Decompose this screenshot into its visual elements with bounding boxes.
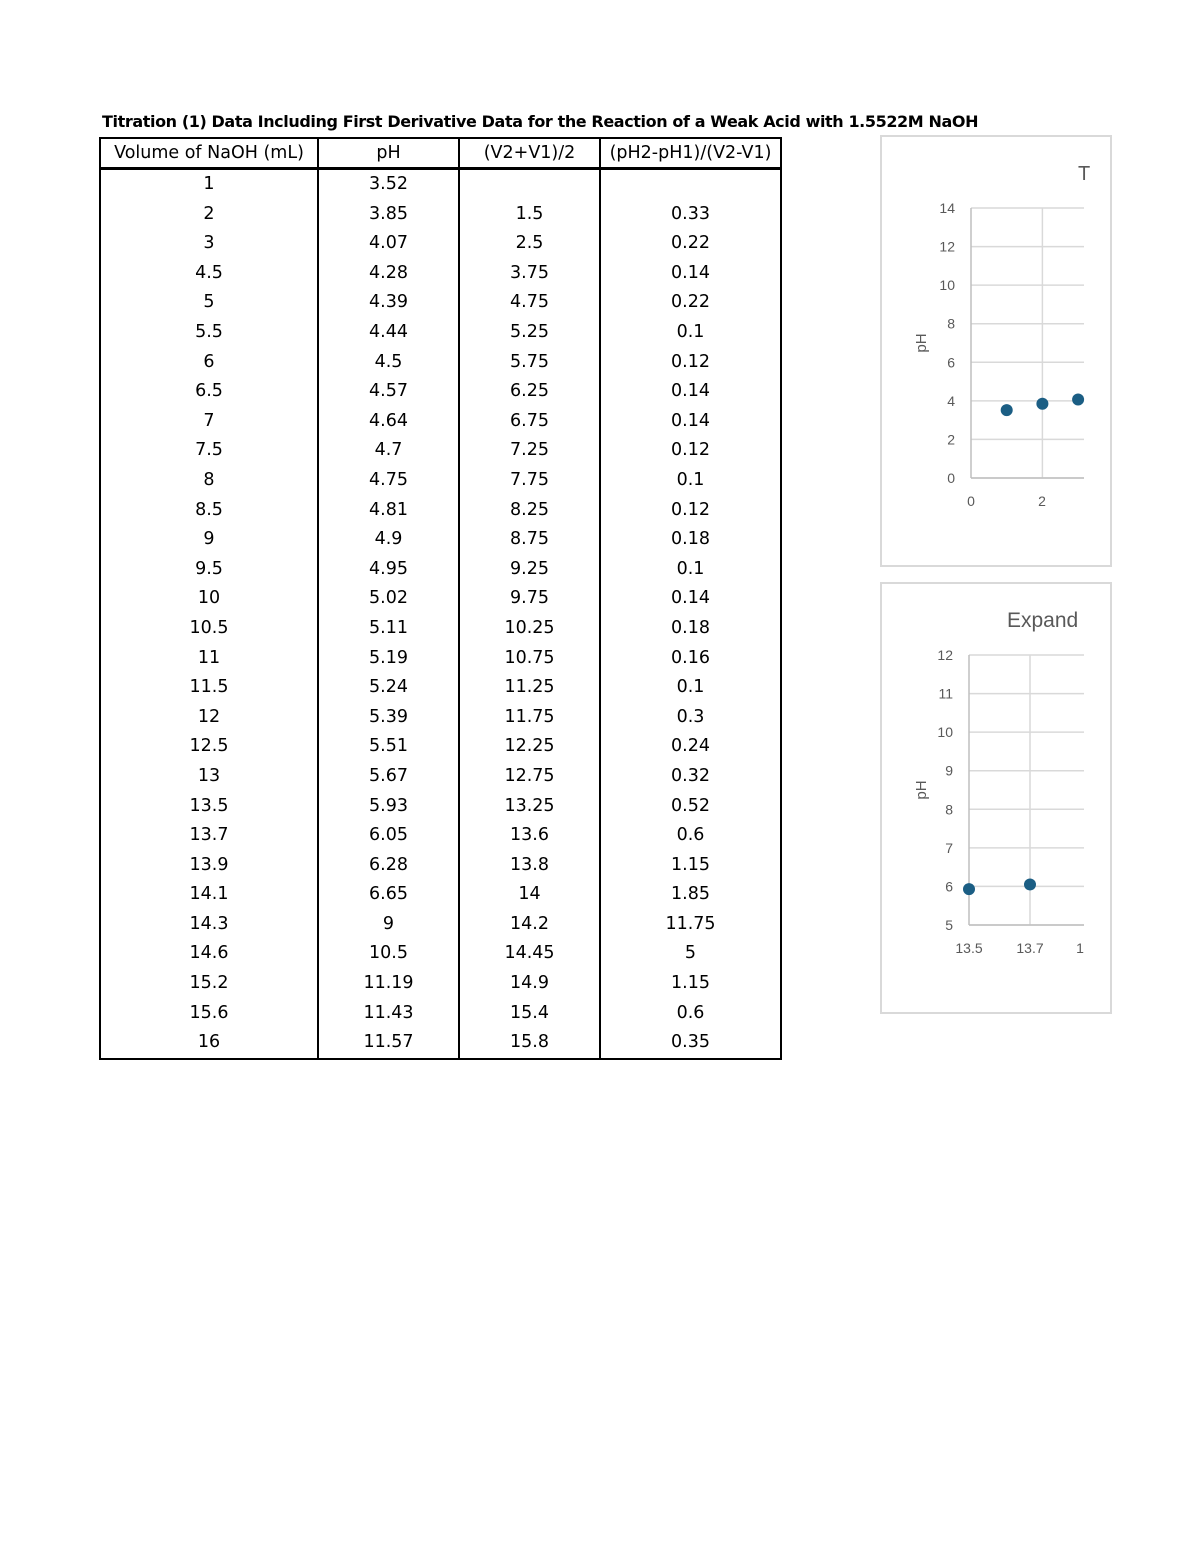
x-tick-label: 2 — [1038, 493, 1046, 509]
table-cell: 0.24 — [600, 732, 781, 762]
table-cell: 9 — [100, 525, 318, 555]
table-cell: 4.5 — [318, 348, 459, 378]
table-cell: 14.2 — [459, 910, 600, 940]
table-cell: 11.19 — [318, 969, 459, 999]
header-ph: pH — [318, 138, 459, 169]
x-tick-label: 0 — [967, 493, 975, 509]
y-tick-label: 10 — [939, 277, 955, 294]
header-avg-volume: (V2+V1)/2 — [459, 138, 600, 169]
table-cell: 5.25 — [459, 318, 600, 348]
data-point — [1024, 879, 1036, 891]
table-cell: 9.75 — [459, 584, 600, 614]
table-cell: 0.22 — [600, 229, 781, 259]
table-cell: 13.6 — [459, 821, 600, 851]
table-cell: 0.16 — [600, 644, 781, 674]
y-tick-label: 11 — [938, 685, 953, 702]
x-tick-label: 13.7 — [1016, 940, 1044, 956]
table-cell: 4.39 — [318, 288, 459, 318]
x-tick-label: 1 — [1076, 940, 1084, 956]
table-row — [100, 407, 781, 437]
table-row — [100, 703, 781, 733]
titration-curve-chart[interactable] — [880, 135, 1091, 567]
table-cell: 12.75 — [459, 762, 600, 792]
table-cell: 0.32 — [600, 762, 781, 792]
table-row — [100, 880, 781, 910]
table-cell: 12 — [100, 703, 318, 733]
table-row — [100, 851, 781, 881]
table-cell: 11 — [100, 644, 318, 674]
table-cell: 0.14 — [600, 584, 781, 614]
table-cell: 15.8 — [459, 1028, 600, 1059]
table-cell: 8.75 — [459, 525, 600, 555]
table-cell: 5.02 — [318, 584, 459, 614]
table-cell: 9.5 — [100, 555, 318, 585]
table-cell: 7 — [100, 407, 318, 437]
expanded-chart[interactable] — [880, 582, 1084, 1014]
table-cell: 11.75 — [600, 910, 781, 940]
table-cell: 11.75 — [459, 703, 600, 733]
table-row — [100, 1028, 781, 1059]
page-title: Titration (1) Data Including First Derivative Data for the Reaction of a Weak Acid with 1.5522M NaOH — [102, 112, 979, 131]
table-cell: 13.9 — [100, 851, 318, 881]
table-row — [100, 614, 781, 644]
table-cell: 3.85 — [318, 200, 459, 230]
y-tick-label: 7 — [945, 839, 953, 856]
table-row — [100, 673, 781, 703]
table-cell: 0.52 — [600, 791, 781, 821]
table-row — [100, 910, 781, 940]
table-cell: 0.14 — [600, 377, 781, 407]
table-row — [100, 436, 781, 466]
table-cell: 1.5 — [459, 200, 600, 230]
table-cell: 8.5 — [100, 496, 318, 526]
table-cell: 14.3 — [100, 910, 318, 940]
y-axis-label: pH — [913, 780, 930, 800]
table-cell: 4.07 — [318, 229, 459, 259]
table-cell: 15.4 — [459, 999, 600, 1029]
table-cell: 1.15 — [600, 969, 781, 999]
table-cell: 11.57 — [318, 1028, 459, 1059]
table-cell: 13.25 — [459, 791, 600, 821]
table-cell: 11.25 — [459, 673, 600, 703]
table-cell: 0.1 — [600, 673, 781, 703]
table-cell: 1 — [100, 169, 318, 200]
table-cell: 5.93 — [318, 791, 459, 821]
data-point — [1001, 404, 1013, 416]
table-row — [100, 318, 781, 348]
table-cell: 0.6 — [600, 821, 781, 851]
table-cell: 6.65 — [318, 880, 459, 910]
table-cell: 5.11 — [318, 614, 459, 644]
table-cell: 5 — [600, 939, 781, 969]
table-cell: 0.18 — [600, 614, 781, 644]
table-row — [100, 732, 781, 762]
table-cell: 5 — [100, 288, 318, 318]
data-point — [1072, 394, 1084, 406]
table-cell: 11.5 — [100, 673, 318, 703]
table-row — [100, 348, 781, 378]
expanded-chart-svg — [880, 582, 1084, 1014]
y-axis-label: pH — [913, 333, 930, 353]
table-cell: 1.85 — [600, 880, 781, 910]
table-cell: 0.12 — [600, 436, 781, 466]
table-cell: 14 — [459, 880, 600, 910]
y-tick-label: 10 — [937, 724, 953, 741]
table-cell: 9 — [318, 910, 459, 940]
table-row — [100, 762, 781, 792]
table-row — [100, 791, 781, 821]
data-point — [1036, 398, 1048, 410]
table-cell: 6.25 — [459, 377, 600, 407]
table-cell: 4.44 — [318, 318, 459, 348]
table-cell: 13.7 — [100, 821, 318, 851]
table-row — [100, 496, 781, 526]
y-tick-label: 8 — [947, 315, 955, 332]
table-cell: 9.25 — [459, 555, 600, 585]
y-tick-label: 12 — [937, 647, 953, 663]
table-row — [100, 555, 781, 585]
table-row — [100, 200, 781, 230]
table-cell: 13 — [100, 762, 318, 792]
header-first-derivative: (pH2-pH1)/(V2-V1) — [600, 138, 781, 169]
table-cell: 0.12 — [600, 496, 781, 526]
table-cell: 3.52 — [318, 169, 459, 200]
table-row — [100, 525, 781, 555]
table-cell: 5.24 — [318, 673, 459, 703]
table-row — [100, 288, 781, 318]
table-row — [100, 821, 781, 851]
table-cell: 14.1 — [100, 880, 318, 910]
table-cell: 4.75 — [459, 288, 600, 318]
table-cell: 13.8 — [459, 851, 600, 881]
table-cell: 0.14 — [600, 259, 781, 289]
table-cell: 4.64 — [318, 407, 459, 437]
header-volume: Volume of NaOH (mL) — [100, 138, 318, 169]
table-cell: 10.75 — [459, 644, 600, 674]
table-cell: 6.75 — [459, 407, 600, 437]
table-cell: 15.2 — [100, 969, 318, 999]
table-cell: 5.39 — [318, 703, 459, 733]
table-cell: 6.05 — [318, 821, 459, 851]
table-row — [100, 466, 781, 496]
table-cell: 13.5 — [100, 791, 318, 821]
table-cell: 0.1 — [600, 318, 781, 348]
y-tick-label: 6 — [945, 878, 953, 895]
y-tick-label: 6 — [947, 354, 955, 371]
table-cell: 14.45 — [459, 939, 600, 969]
table-cell: 3.75 — [459, 259, 600, 289]
table-cell: 2 — [100, 200, 318, 230]
table-cell: 5.5 — [100, 318, 318, 348]
table-cell: 10.25 — [459, 614, 600, 644]
table-cell: 14.6 — [100, 939, 318, 969]
chart-title: T — [1078, 163, 1091, 185]
table-cell: 4.9 — [318, 525, 459, 555]
data-point — [963, 883, 975, 895]
titration-curve-svg — [880, 135, 1091, 567]
table-cell: 10.5 — [100, 614, 318, 644]
y-tick-label: 8 — [945, 801, 953, 818]
table-cell: 10.5 — [318, 939, 459, 969]
table-cell: 7.25 — [459, 436, 600, 466]
table-cell: 4.7 — [318, 436, 459, 466]
table-cell: 0.22 — [600, 288, 781, 318]
table-cell: 1.15 — [600, 851, 781, 881]
table-cell: 6.28 — [318, 851, 459, 881]
table-cell — [600, 169, 781, 200]
table-cell: 0.14 — [600, 407, 781, 437]
table-cell: 7.75 — [459, 466, 600, 496]
table-cell: 4.81 — [318, 496, 459, 526]
table-cell: 0.35 — [600, 1028, 781, 1059]
table-row — [100, 169, 781, 200]
x-tick-label: 13.5 — [955, 940, 983, 956]
table-cell: 15.6 — [100, 999, 318, 1029]
table-cell: 11.43 — [318, 999, 459, 1029]
table-cell: 5.67 — [318, 762, 459, 792]
table-cell: 0.6 — [600, 999, 781, 1029]
table-cell: 0.3 — [600, 703, 781, 733]
table-cell: 4.57 — [318, 377, 459, 407]
table-cell: 2.5 — [459, 229, 600, 259]
y-tick-label: 2 — [947, 431, 955, 448]
table-row — [100, 259, 781, 289]
table-cell: 3 — [100, 229, 318, 259]
table-cell: 7.5 — [100, 436, 318, 466]
y-tick-label: 14 — [939, 200, 955, 216]
table-cell: 16 — [100, 1028, 318, 1059]
table-cell: 0.18 — [600, 525, 781, 555]
table-cell: 4.28 — [318, 259, 459, 289]
table-cell: 8 — [100, 466, 318, 496]
table-cell: 5.51 — [318, 732, 459, 762]
titration-table — [99, 137, 782, 1060]
table-cell — [459, 169, 600, 200]
table-cell: 5.19 — [318, 644, 459, 674]
table-cell: 10 — [100, 584, 318, 614]
table-cell: 8.25 — [459, 496, 600, 526]
table-cell: 12.5 — [100, 732, 318, 762]
table-row — [100, 229, 781, 259]
table-row — [100, 584, 781, 614]
table-cell: 6 — [100, 348, 318, 378]
table-cell: 4.95 — [318, 555, 459, 585]
table-row — [100, 377, 781, 407]
table-cell: 5.75 — [459, 348, 600, 378]
table-row — [100, 999, 781, 1029]
table-row — [100, 969, 781, 999]
y-tick-label: 5 — [945, 917, 953, 933]
table-cell: 0.1 — [600, 555, 781, 585]
table-cell: 14.9 — [459, 969, 600, 999]
table-header-row — [100, 138, 781, 169]
table-cell: 0.1 — [600, 466, 781, 496]
table-cell: 4.75 — [318, 466, 459, 496]
y-tick-label: 12 — [939, 238, 955, 255]
table-cell: 6.5 — [100, 377, 318, 407]
y-tick-label: 0 — [947, 470, 955, 486]
chart-title: Expand — [1007, 609, 1079, 632]
table-cell: 0.12 — [600, 348, 781, 378]
y-tick-label: 4 — [947, 392, 955, 409]
table-row — [100, 939, 781, 969]
table-cell: 0.33 — [600, 200, 781, 230]
y-tick-label: 9 — [945, 762, 953, 779]
table-row — [100, 644, 781, 674]
table-cell: 4.5 — [100, 259, 318, 289]
table-cell: 12.25 — [459, 732, 600, 762]
